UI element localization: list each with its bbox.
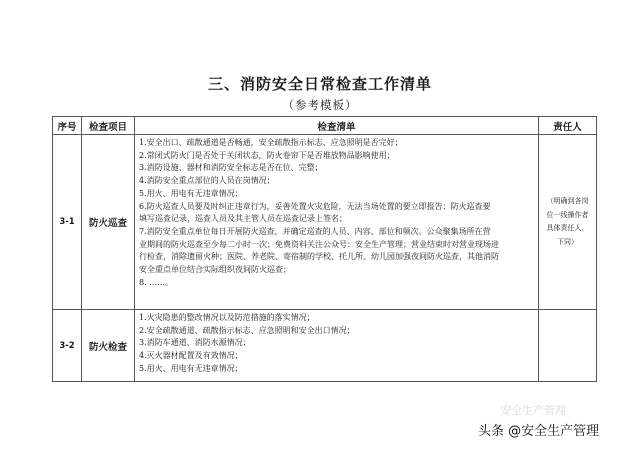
row-item: 防火巡查 [82,135,135,310]
checklist-line: 安全重点单位结合实际组织夜间防火巡查； [139,265,291,275]
checklist-line: 1.安全出口、疏散通道是否畅通，安全疏散指示标志、应急照明是否完好； [139,138,403,147]
document-title: 三、消防安全日常检查工作清单 [207,75,432,93]
row-responsible [539,310,597,382]
row-checklist [135,135,539,310]
row-checklist [135,310,539,382]
table-header-row [53,117,597,135]
checklist-line: 5.用火、用电有无违章情况； [139,363,243,373]
checklist-line: 4.消防安全重点部位的人员在岗情况； [139,176,275,186]
header-item: 检查项目 [82,117,135,135]
checklist-line: 8. ……。 [139,277,174,287]
header-responsible: 责任人 [539,117,597,135]
table-row [53,310,597,382]
checklist-line: 6.防火巡查人员要及时纠正违章行为，妥善处置火灾危险，无法当场处置的要立即报告；防火巡查要 [139,201,491,211]
checklist-line: 3.消防设施、器材和消防安全标志是否在位、完整； [139,163,323,173]
row-serial: 3-1 [53,135,82,310]
checklist-line: 4.灭火器材配置及有效情况； [139,351,243,361]
checklist-line: 2.安全疏散通道、疏散指示标志、应急照明和安全出口情况； [139,325,355,335]
checklist-line: 2.常闭式防火门是否处于关闭状态，防火卷帘下是否堆放物品影响使用； [139,150,395,160]
table-row [53,135,597,310]
checklist-line: 5.用火、用电有无违章情况； [139,188,243,198]
source-watermark: 头条 @安全生产管理 [478,424,600,439]
header-checklist: 检查清单 [135,117,539,135]
row-serial: 3-2 [53,310,82,382]
row-responsible [539,135,597,310]
checklist-line: 1.火灾隐患的整改情况以及防范措施的落实情况； [139,313,315,322]
faint-watermark: 安全生产管理 [500,404,566,417]
row-item: 防火检查 [82,310,135,382]
inspection-table [52,116,597,382]
header-serial: 序号 [53,117,82,135]
responsible-note: （明确到各岗位一线操作者具体责任人，下同） [546,197,589,246]
checklist-line: 行检查，消除遗留火种；医院、养老院、寄宿制的学校、托儿所、幼儿园加强夜间防火巡查，其他消防 [139,252,499,262]
checklist-line: 业期间的防火巡查至少每二小时一次；免费资料关注公众号：安全生产管理；营业结束时对营业现场进 [139,239,499,249]
document-subtitle: （参考模板） [282,98,358,112]
checklist-line: 填写巡查记录，巡查人员及其主管人员在巡查记录上签名； [139,214,347,224]
checklist-line: 7.消防安全重点单位每日开展防火巡查，并确定巡查的人员、内容、部位和频次。公众聚集场所在营 [139,226,491,236]
checklist-line: 3.消防车通道、消防水源情况； [139,338,251,348]
